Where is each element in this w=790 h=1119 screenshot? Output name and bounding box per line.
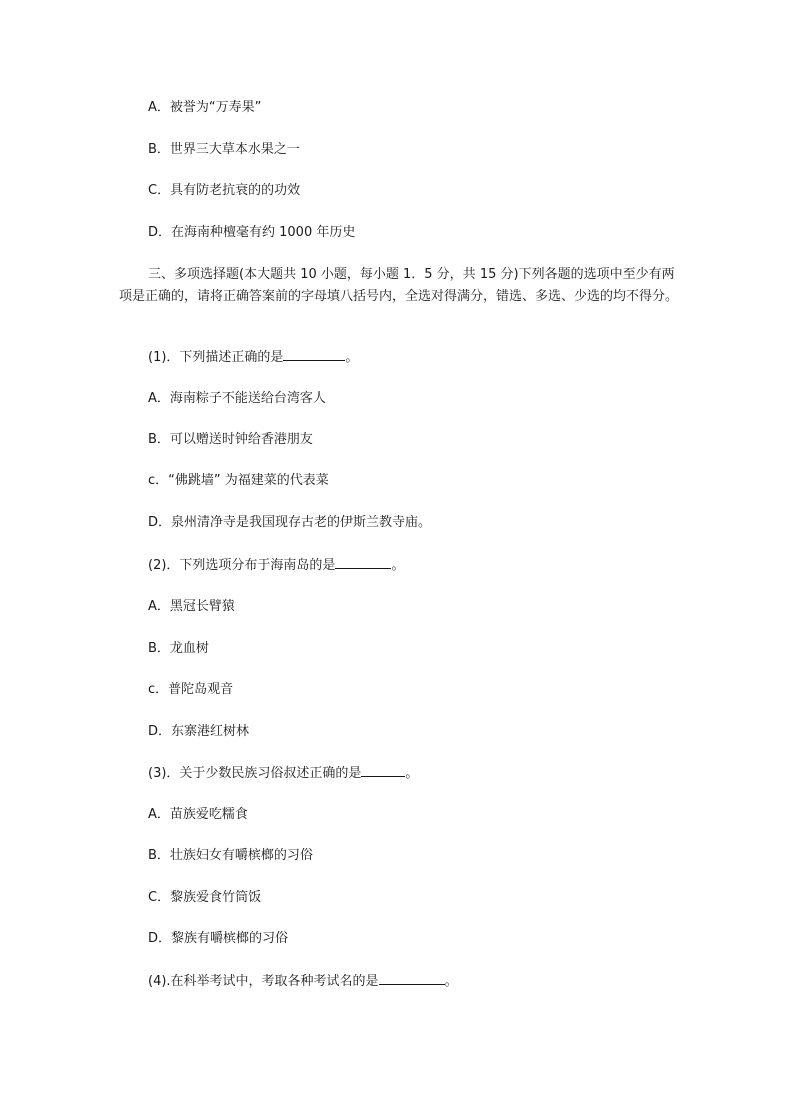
prev-option-c: C．具有防老抗衰的的功效 xyxy=(148,183,301,198)
q2-option-d: D．东寨港红树林 xyxy=(148,724,250,739)
prev-option-a: A．被誉为“万寿果” xyxy=(148,100,262,115)
question-1-text: (1)．下列描述正确的是 xyxy=(148,350,284,365)
q2-option-a: A．黑冠长臂猿 xyxy=(148,599,235,614)
q2-option-c: c．普陀岛观音 xyxy=(148,682,234,697)
section3-instruction: 三、多项选择题(本大题共 10 小题，每小题 1．5 分，共 15 分)下列各题的选项中至少有两项是正确的，请将正确答案前的字母填八括号内，全选对得满分，错选、多选、少选的均不得分。 xyxy=(119,267,679,304)
question-2-text: (2)．下列选项分布于海南岛的是 xyxy=(148,558,336,573)
q3-option-b: B．壮族妇女有嚼槟榔的习俗 xyxy=(148,848,313,863)
prev-option-d: D．在海南种檀毫有约 1000 年历史 xyxy=(148,225,356,240)
question-3-text: (3)．关于少数民族习俗叔述正确的是 xyxy=(148,766,362,781)
q1-option-b: B．可以赠送时钟给香港朋友 xyxy=(148,432,313,447)
question-1-stem xyxy=(148,348,358,367)
question-4-text: (4).在科举考试中，考取各种考试名的是 xyxy=(148,974,379,989)
question-1-end: 。 xyxy=(345,350,359,365)
question-2-stem xyxy=(148,556,404,575)
q3-option-d: D．黎族有嚼槟榔的习俗 xyxy=(148,931,289,946)
question-2-end: 。 xyxy=(391,558,405,573)
q1-option-c: c．“佛跳墙” 为福建菜的代表菜 xyxy=(148,473,329,488)
answer-blank xyxy=(361,764,405,777)
answer-blank xyxy=(335,556,391,569)
q3-option-c: C．黎族爱食竹筒饭 xyxy=(148,890,262,905)
question-3-end: 。 xyxy=(405,766,419,781)
q2-option-b: B．龙血树 xyxy=(148,641,209,656)
q1-option-a: A．海南粽子不能送给台湾客人 xyxy=(148,391,326,406)
question-4-end: 。 xyxy=(444,974,458,989)
q3-option-a: A．苗族爱吃糯食 xyxy=(148,807,248,822)
question-3-stem xyxy=(148,764,418,783)
q1-option-d: D．泉州清净寺是我国现存古老的伊斯兰教寺庙。 xyxy=(148,515,432,530)
prev-option-b: B．世界三大草本水果之一 xyxy=(148,142,300,157)
question-4-stem xyxy=(148,972,458,991)
answer-blank xyxy=(283,348,345,361)
answer-blank xyxy=(379,972,445,985)
